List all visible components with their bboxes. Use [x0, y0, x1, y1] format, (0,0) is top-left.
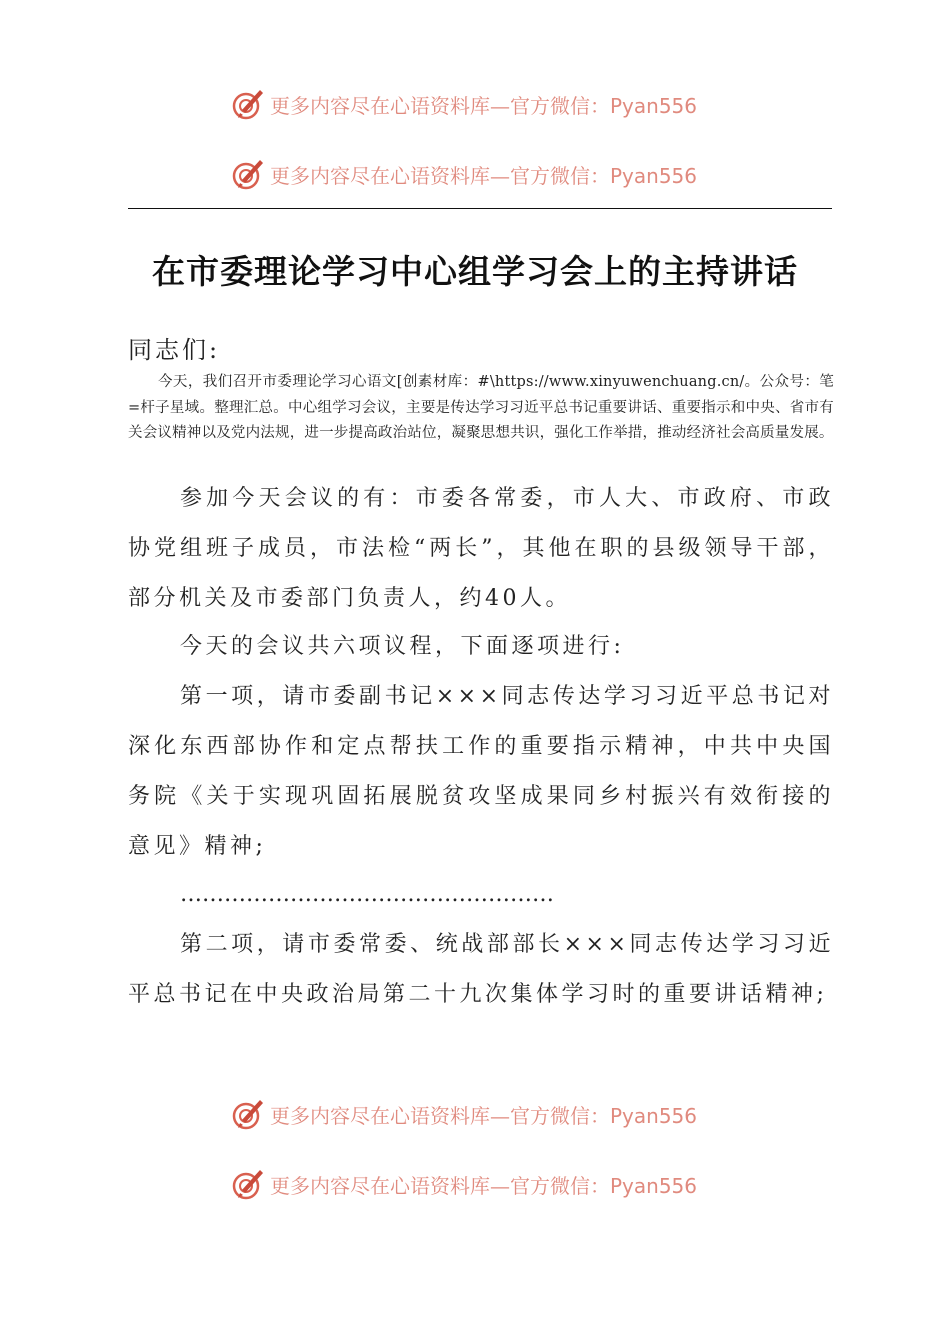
paragraph-agenda: 今天的会议共六项议程，下面逐项进行: [180, 634, 625, 659]
watermark-text [270, 1170, 697, 1199]
watermark-text [270, 1100, 697, 1129]
brush-logo-icon [230, 1096, 266, 1132]
watermark-banner [230, 84, 697, 124]
paragraph-ellipsis: …………………………………………… [180, 882, 554, 907]
watermark-title: 更多内容尽在心语资料库 [270, 163, 490, 188]
watermark-dash: — [490, 93, 510, 118]
paragraph-item-one: 第一项，请市委副书记×××同志传达学习习近平总书记对深化东西部协作和定点帮扶工作的重要指示精神，中共中央国务院《关于实现巩固拓展脱贫攻坚成果同乡村振兴有效衔接的意见》精神; [128, 684, 834, 859]
watermark-wechat-label: 官方微信： [510, 1173, 610, 1198]
header-divider [128, 208, 832, 209]
watermark-title: 更多内容尽在心语资料库 [270, 1103, 490, 1128]
watermark-wechat-label: 官方微信： [510, 163, 610, 188]
brush-logo-icon [230, 1166, 266, 1202]
watermark-wechat-label: 官方微信： [510, 93, 610, 118]
brush-logo-icon [230, 86, 266, 122]
watermark-title: 更多内容尽在心语资料库 [270, 1173, 490, 1198]
paragraph-item-two: 第二项，请市委常委、统战部部长×××同志传达学习习近平总书记在中央政治局第二十九次集体学习时的重要讲话精神; [128, 932, 834, 1007]
watermark-text [270, 90, 697, 119]
brush-logo-icon [230, 156, 266, 192]
watermark-banner [230, 154, 697, 194]
watermark-title: 更多内容尽在心语资料库 [270, 93, 490, 118]
watermark-text [270, 160, 697, 189]
watermark-wechat-id: Pyan556 [610, 93, 698, 118]
watermark-wechat-label: 官方微信： [510, 1103, 610, 1128]
watermark-dash: — [490, 1103, 510, 1128]
watermark-dash: — [490, 163, 510, 188]
intro-paragraph: 今天，我们召开市委理论学习心语文[创素材库：#\https://www.xinyuwenchuang.cn/。公众号：笔=杆子星域。整理汇总。中心组学习会议，主要是传达学习习近平总书记重要讲话、重要指示和中央、省市有关会议精神以及党内法规，进一步提高政治站位，凝聚思想共识，强化工作举措，推动经济社会高质量发展。 [128, 374, 834, 441]
watermark-wechat-id: Pyan556 [610, 1173, 698, 1198]
paragraph-attendees: 参加今天会议的有：市委各常委，市人大、市政府、市政协党组班子成员，市法检“两长”，其他在职的县级领导干部，部分机关及市委部门负责人，约40人。 [128, 486, 834, 611]
watermark-wechat-id: Pyan556 [610, 163, 698, 188]
watermark-dash: — [490, 1173, 510, 1198]
watermark-banner [230, 1164, 697, 1204]
watermark-banner [230, 1094, 697, 1134]
salutation: 同志们: [128, 336, 221, 364]
document-title: 在市委理论学习中心组学习会上的主持讲话 [152, 252, 798, 291]
watermark-wechat-id: Pyan556 [610, 1103, 698, 1128]
